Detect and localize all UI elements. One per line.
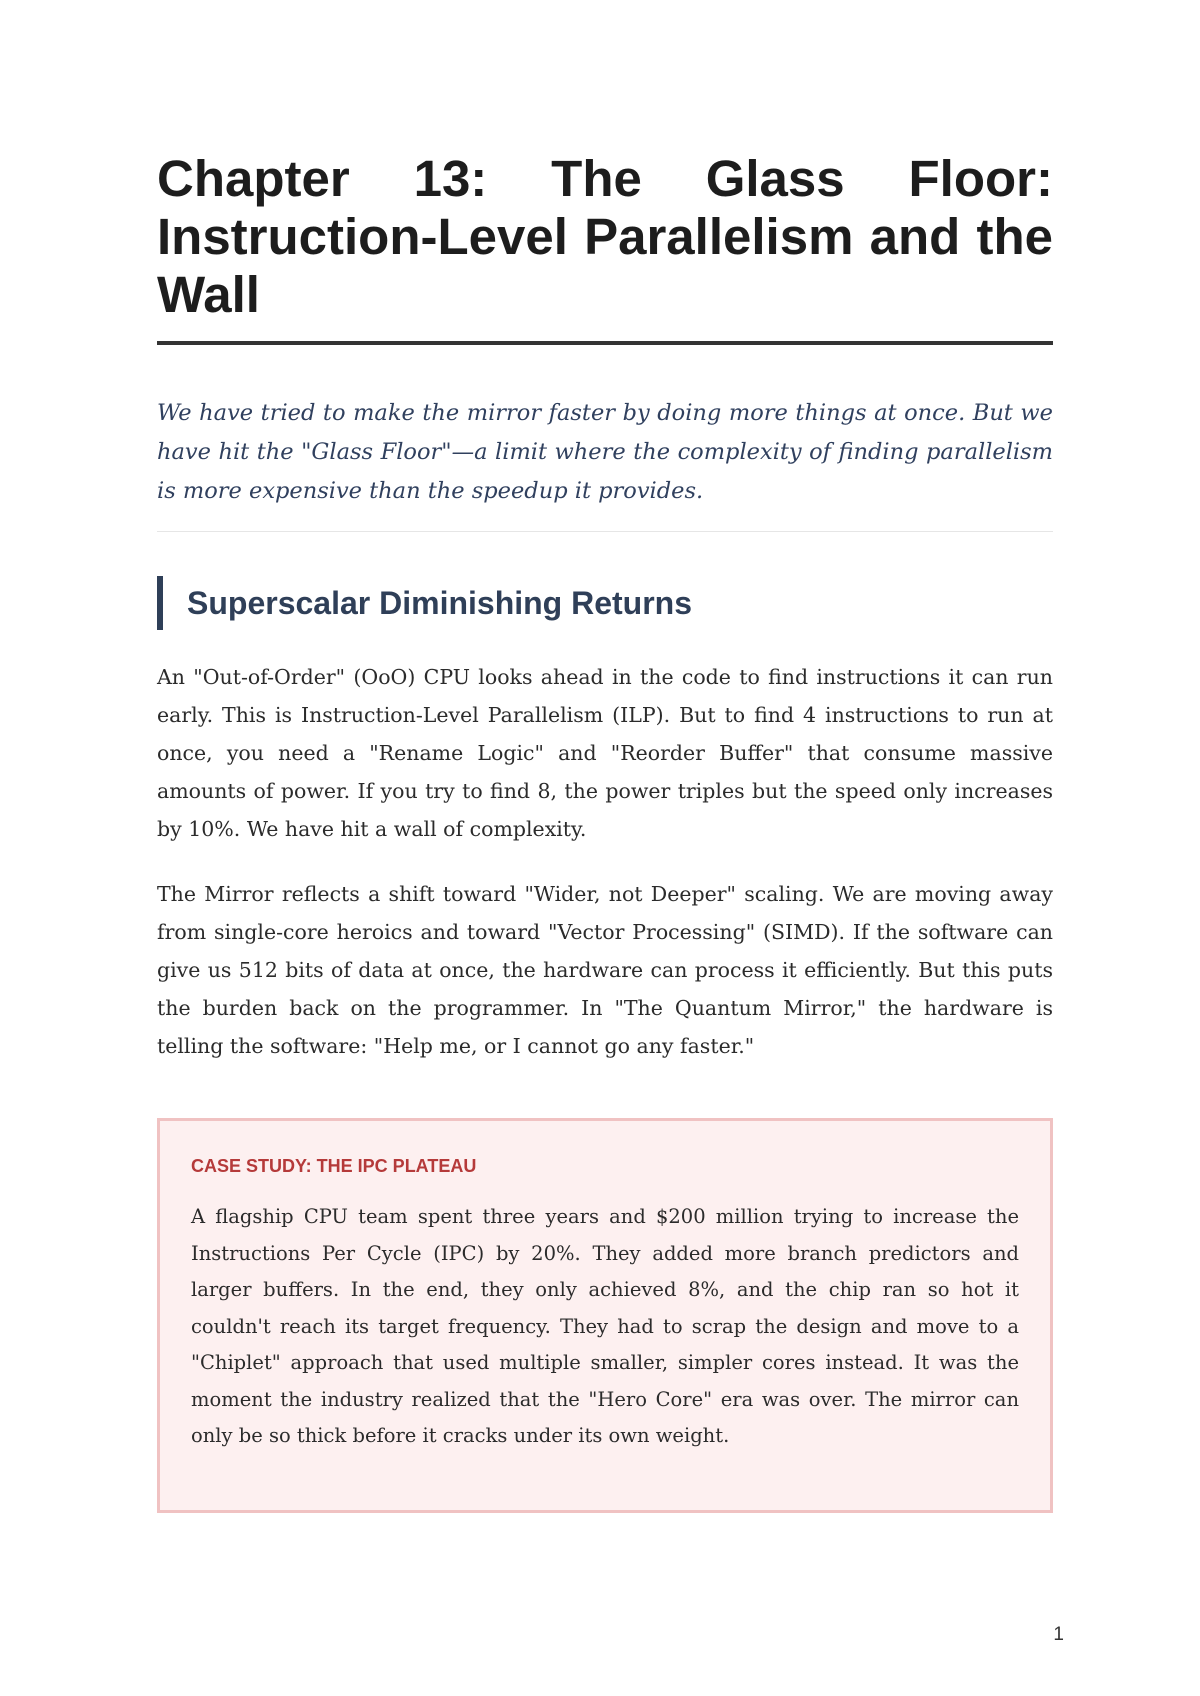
body-paragraph-2: The Mirror reflects a shift toward "Wider, not Deeper" scaling. We are moving away from single-core heroics and toward "Vector Processing" (SIMD). If the software can give us 512 bits of data at once, the hardware can process it efficiently. But this puts the burden back on the programmer. In "The Quantum Mirror," the hardware is telling the software: "Help me, or I cannot go any faster." [157,882,1053,1058]
case-study-box [157,1118,1053,1513]
case-study-label: CASE STUDY: THE IPC PLATEAU [191,1156,477,1176]
page-content [157,150,1053,1513]
body-paragraph-1: An "Out-of-Order" (OoO) CPU looks ahead in the code to find instructions it can run early. This is Instruction-Level Parallelism (ILP). But to find 4 instructions to run at once, you need a "Rename Logic" and "Reorder Buffer" that consume massive amounts of power. If you try to find 8, the power triples but the speed only increases by 10%. We have hit a wall of complexity. [157,665,1053,841]
page-number: 1 [1053,1624,1064,1645]
lead-paragraph: We have tried to make the mirror faster by doing more things at once. But we have hit the "Glass Floor"—a limit where the complexity of finding parallelism is more expensive than the speedup it provides. [157,394,1053,532]
section-heading: Superscalar Diminishing Returns [157,576,1053,630]
chapter-title: Chapter 13: The Glass Floor: Instruction-Level Parallelism and the Wall [157,150,1053,345]
case-study-text: A flagship CPU team spent three years and $200 million trying to increase the Instructions Per Cycle (IPC) by 20%. They added more branch predictors and larger buffers. In the end, they only achieved 8%, and the chip ran so hot it couldn't reach its target frequency. They had to scrap the design and move to a "Chiplet" approach that used multiple smaller, simpler cores instead. It was the moment the industry realized that the "Hero Core" era was over. The mirror can only be so thick before it cracks under its own weight. [191,1205,1019,1447]
